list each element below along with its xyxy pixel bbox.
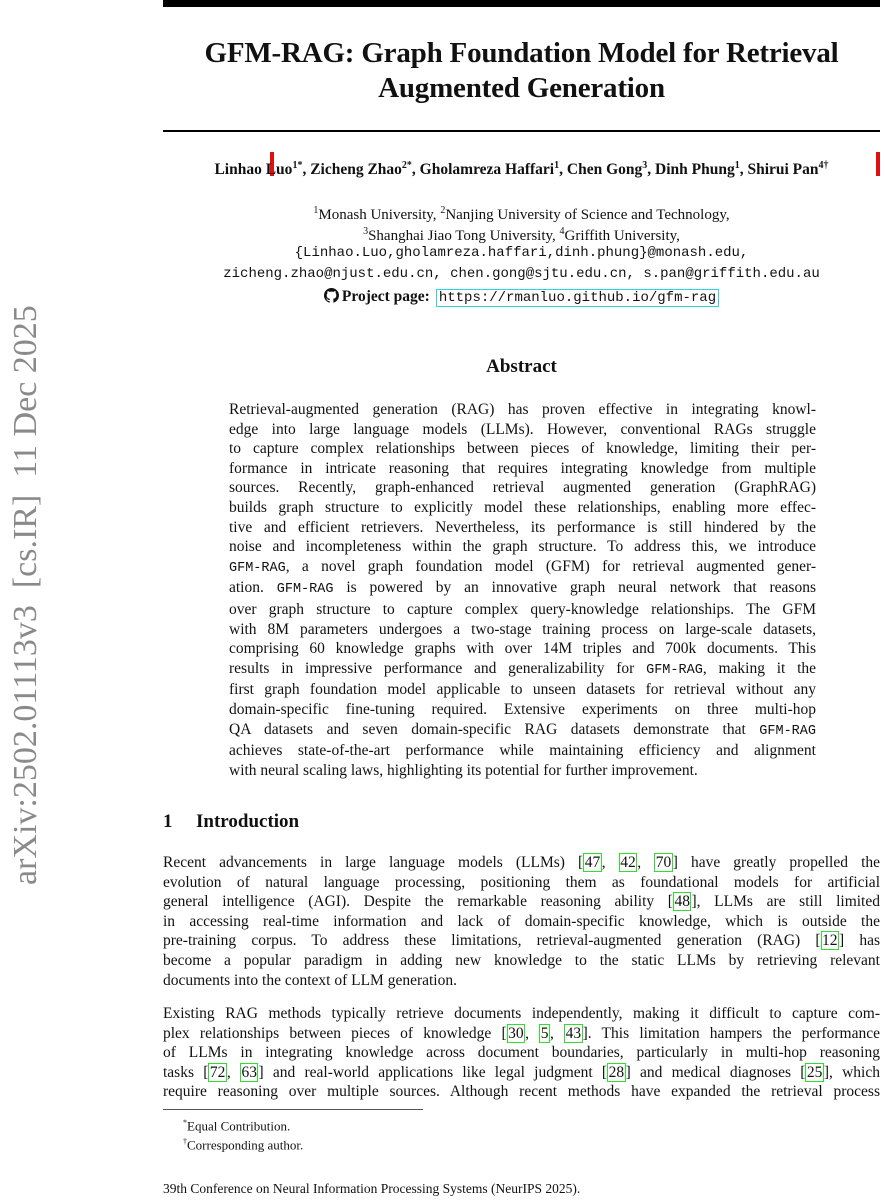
abstract-line: builds graph structure to explicitly model these relationships, enabling more effec- [229,498,816,516]
author: Chen Gong$^3$, [566,160,655,179]
abstract-line: first graph foundation model applicable to unseen datasets for retrieval without any [229,681,816,699]
abstract-line: over graph structure to capture complex query-knowledge relationships. The GFM [229,600,816,618]
abstract-line: formance in intricate reasoning that requires integrating knowledge from multiple [229,459,816,477]
paragraph-line: Existing RAG methods typically retrieve documents independently, making it difficult to capture com- [163,1005,880,1022]
author-list [163,156,880,180]
paragraph-line: Recent advancements in large language models (LLMs) [47, 42, 70] have greatly propelled the [163,854,881,871]
citation-link[interactable]: 30 [508,1024,524,1042]
citation-link[interactable]: 12 [822,932,838,950]
paragraph-line: plex relationships between pieces of knowledge [30, 5, 43]. This limitation hampers the performance [163,1024,880,1042]
abstract-line: results in impressive performance and generalizability for GFM-RAG, making it the [229,659,816,678]
abstract-line: comprising 60 knowledge graphs with over 14M triples and 700k documents. This [229,640,816,658]
citation-link[interactable]: 48 [674,893,690,911]
paragraph-line: become a popular paradigm in adding new knowledge to the static LLMs by retrieving relevant [163,951,880,969]
footnote-equal-contribution: *Equal Contribution. [183,1118,291,1134]
section-heading-introduction [163,810,299,834]
author: Zicheng Zhao$^{2*}$, [310,160,420,179]
abstract-line: achieves state-of-the-art performance while maintaining efficiency and alignment [229,742,816,760]
project-page-label: Project page: [341,288,430,305]
abstract-line: ation. GFM-RAG is powered by an innovative graph neural network that reasons [229,579,816,598]
abstract-line: to capture complex relationships between pieces of knowledge, limiting their per- [229,440,816,458]
citation-link[interactable]: 72 [209,1063,226,1081]
paragraph-line: of LLMs in integrating knowledge across document boundaries, particularly in multi-hop reasoning [163,1044,880,1062]
paper-title [163,36,880,106]
section-number: 1 [163,811,173,832]
citation-link[interactable]: 47 [584,854,601,871]
abstract-line: edge into large language models (LLMs). However, conventional RAGs struggle [229,420,816,438]
project-page [163,286,880,309]
abstract-line: Retrieval-augmented generation (RAG) has proven effective in integrating knowl- [229,401,816,418]
abstract-line: QA datasets and seven domain-specific RAG datasets demonstrate that GFM-RAG [229,720,816,739]
paragraph-line: general intelligence (AGI). Despite the remarkable reasoning ability [48], LLMs are still limited [163,893,880,911]
paragraph-line: pre-training corpus. To address these limitations, retrieval-augmented generation (RAG) [12] has [163,932,880,950]
citation-link[interactable]: 63 [241,1063,257,1081]
abstract-line: noise and incompleteness within the graph structure. To address this, we introduce [229,538,816,556]
venue-footer: 39th Conference on Neural Information Processing Systems (NeurIPS 2025). [163,1181,581,1196]
author: Dinh Phung$^1$, [655,160,748,179]
affiliation-line-1: $^1$Monash University, $^2$Nanjing University of Science and Technology, [313,205,730,223]
arxiv-id: arXiv:2502.01113v3 [7,605,44,885]
paragraph-line: require reasoning over multiple sources. Although recent methods have expanded the retrieval process [163,1083,880,1101]
citation-link[interactable]: 28 [608,1063,625,1081]
title-line-1: GFM-RAG: Graph Foundation Model for Retrieval [204,37,839,69]
citation-link[interactable]: 42 [620,854,636,871]
title-rule [163,130,880,132]
footnote-rule [163,1109,423,1110]
paragraph-line: evolution of natural language processing, positioning them as foundational models for artificial [163,873,880,891]
citation-link[interactable]: 5 [540,1024,549,1042]
github-icon [324,288,339,303]
abstract-heading: Abstract [486,356,557,377]
title-line-2: Augmented Generation [378,72,665,104]
intro-paragraph-1 [163,853,880,990]
paragraph-line: documents into the context of LLM generation. [163,971,457,989]
paragraph-line: in accessing real-time information and lack of domain-specific knowledge, which is outside the [163,912,880,930]
top-rule [163,0,880,7]
affiliation-line-2: $^3$Shanghai Jiao Tong University, $^4$Griffith University, [363,226,680,244]
abstract-line: with neural scaling laws, highlighting its potential for further improvement. [229,761,698,779]
abstract-line: with 8M parameters undergoes a two-stage training process on large-scale datasets, [229,620,816,638]
abstract-line: sources. Recently, graph-enhanced retrieval augmented generation (GraphRAG) [229,479,816,497]
project-page-link[interactable]: https://rmanluo.github.io/gfm-rag [436,289,719,307]
citation-link[interactable]: 25 [806,1063,823,1081]
abstract-body [229,400,816,780]
citation-link[interactable]: 70 [655,854,672,871]
arxiv-stamp [6,255,46,885]
author: Gholamreza Haffari$^1$, [419,160,567,179]
abstract-line: tive and efficient retrievers. Nevertheless, its performance is still hindered by the [229,518,816,536]
author: Shirui Pan$^{4\dagger}$ [747,160,829,179]
arxiv-category: [cs.IR] [7,494,44,589]
paragraph-line: tasks [72, 63] and real-world applications like legal judgment [28] and medical diagnoses [25], which [163,1063,880,1081]
abstract-line: domain-specific fine-tuning required. Extensive experiments on three multi-hop [229,700,816,718]
footnote-corresponding-author: †Corresponding author. [183,1137,304,1153]
arxiv-date: 11 Dec 2025 [7,305,44,478]
citation-link[interactable]: 43 [565,1024,582,1042]
email-line-2: zicheng.zhao@njust.edu.cn, chen.gong@sjtu.edu.cn, s.pan@griffith.edu.au [223,266,820,282]
author: Linhao Luo$^{1*}$, [214,160,311,179]
abstract-line: GFM-RAG, a novel graph foundation model (GFM) for retrieval augmented gener- [229,557,816,576]
section-title-text: Introduction [196,811,300,832]
email-line-1: {Linhao.Luo,gholamreza.haffari,dinh.phung}@monash.edu, [294,245,749,261]
intro-paragraph-2 [163,1004,880,1102]
